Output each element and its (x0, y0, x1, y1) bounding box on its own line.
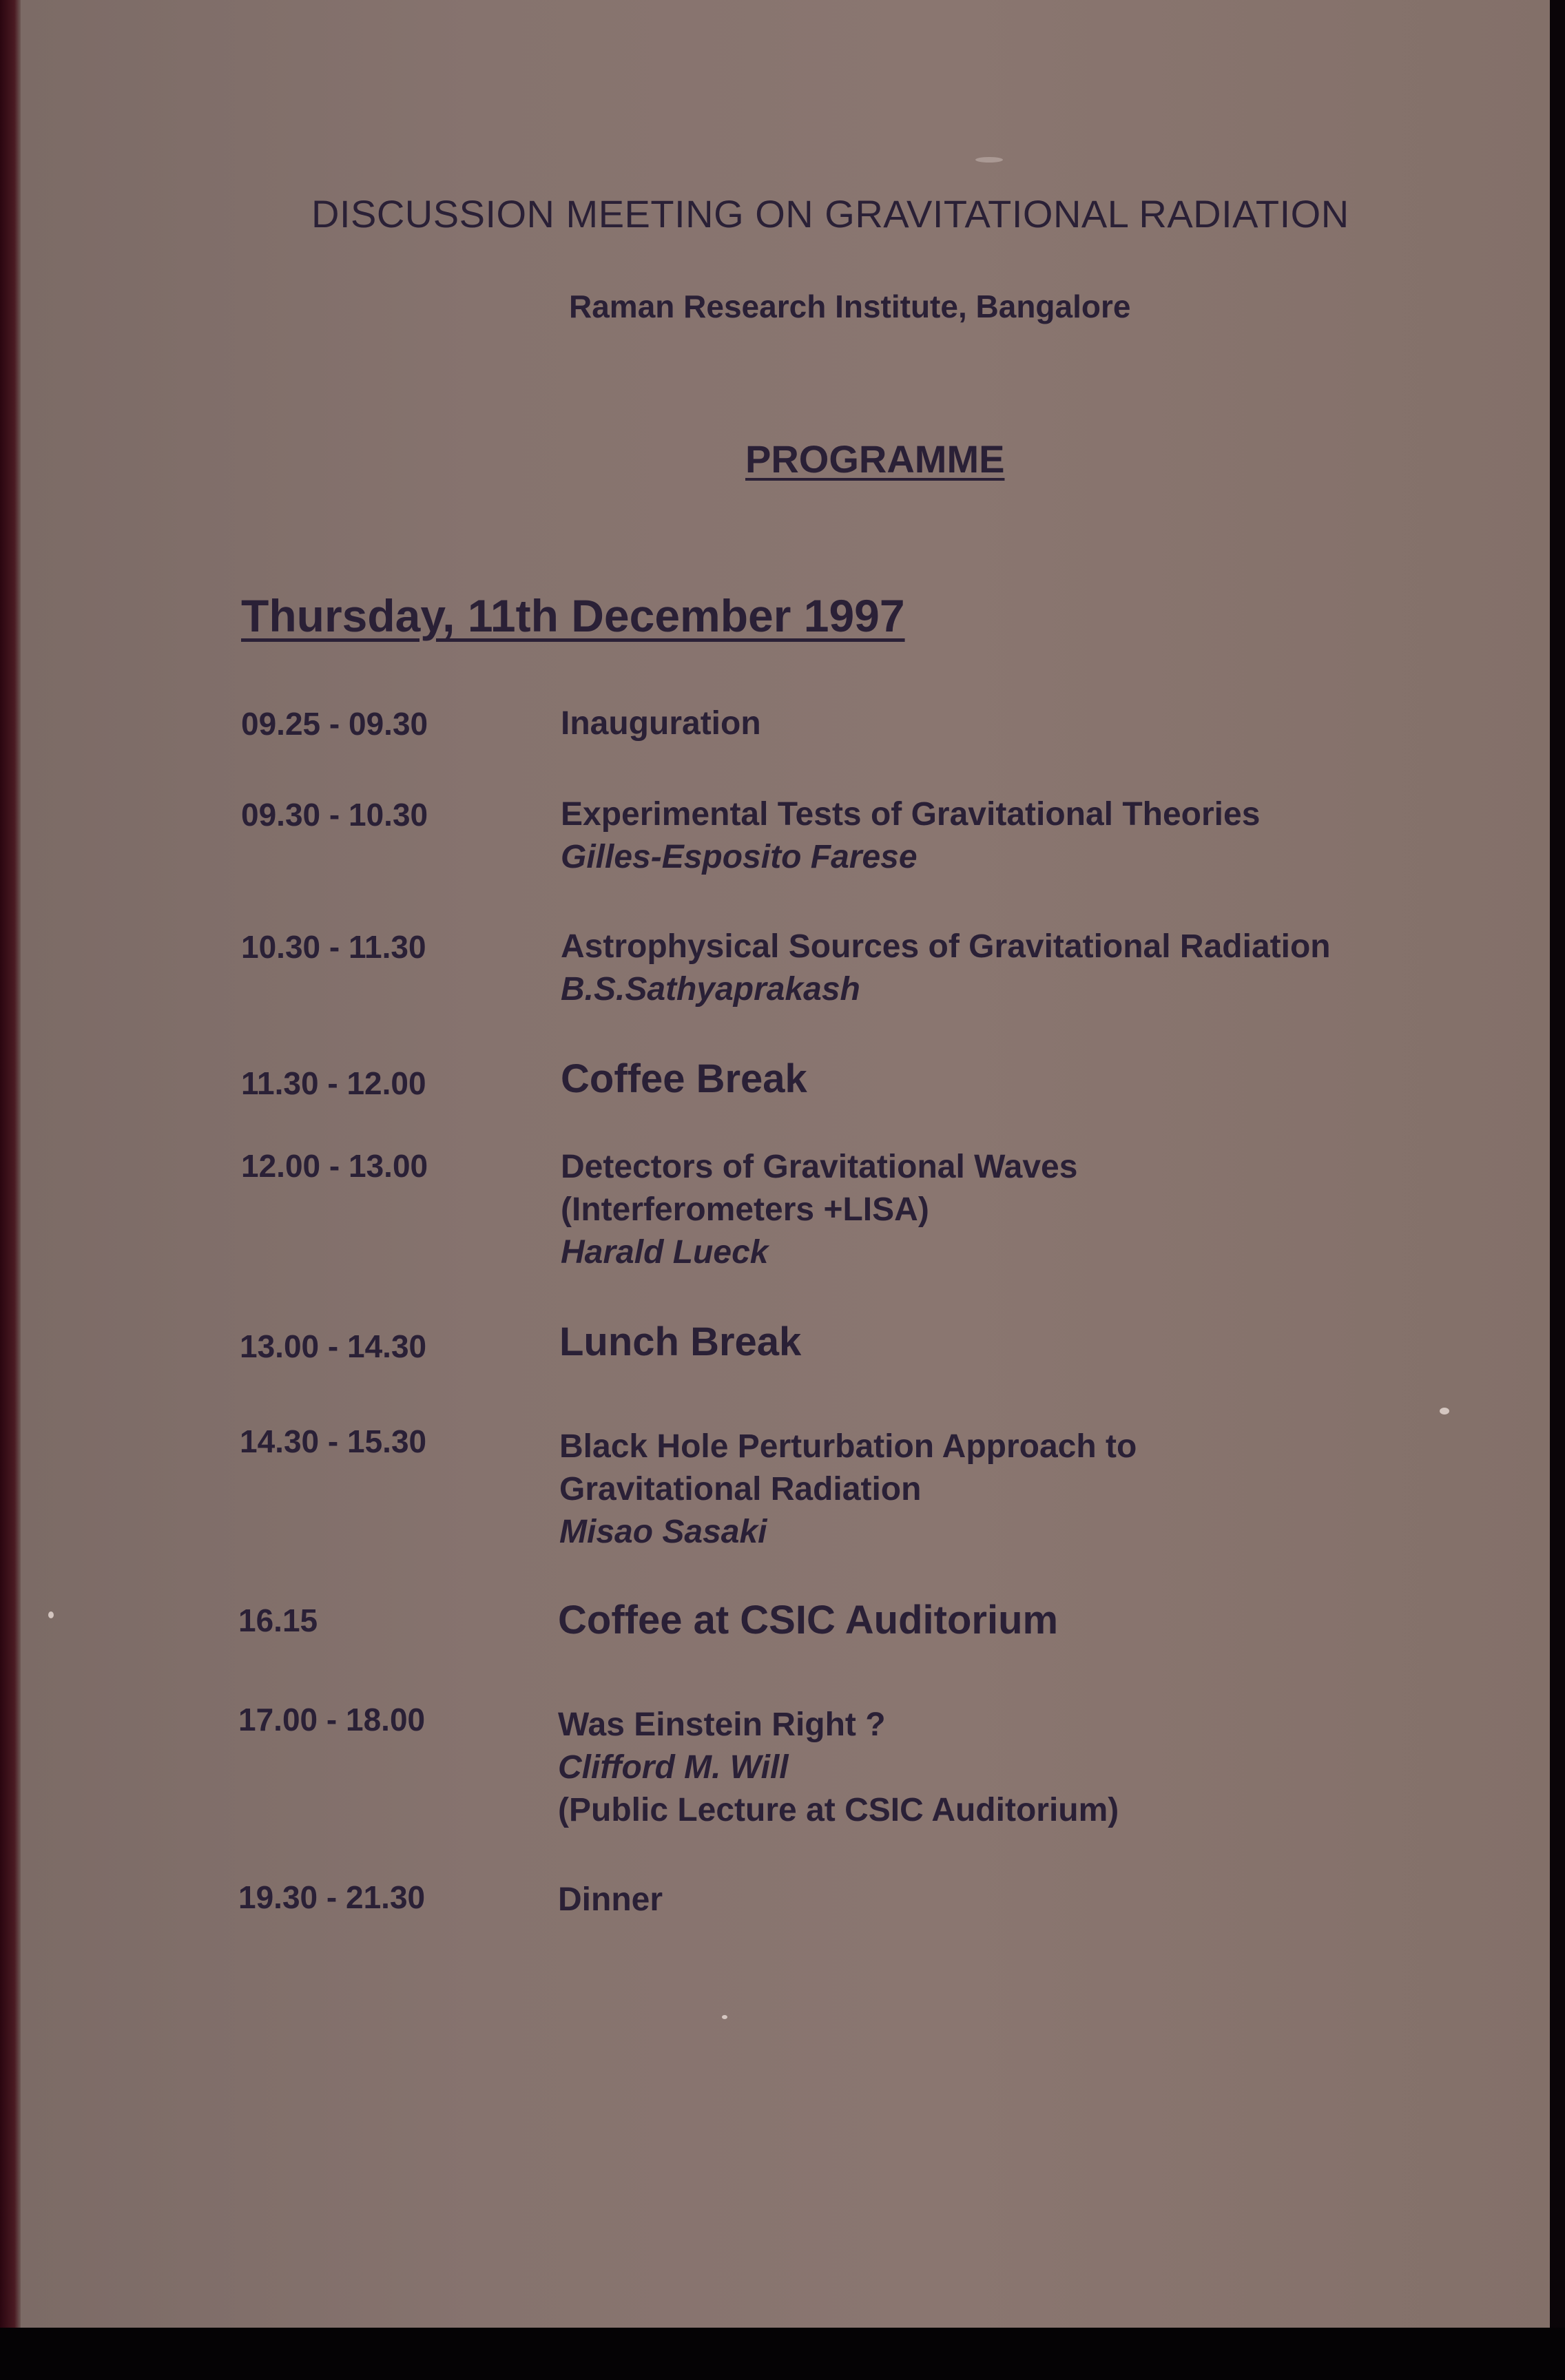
session-title: Coffee at CSIC Auditorium (558, 1598, 1059, 1642)
session-title: Astrophysical Sources of Gravitational Radiation (561, 928, 1331, 965)
session-title: Gravitational Radiation (559, 1471, 922, 1507)
schedule-item (561, 1058, 807, 1100)
session-note: (Public Lecture at CSIC Auditorium) (558, 1792, 1119, 1828)
schedule-time: 09.25 - 09.30 (241, 706, 428, 742)
speaker-name: Harald Lueck (561, 1234, 769, 1271)
film-edge-right (1550, 0, 1565, 2380)
session-title: Experimental Tests of Gravitational Theories (561, 796, 1261, 833)
schedule-item (558, 1879, 663, 1921)
document-title: DISCUSSION MEETING ON GRAVITATIONAL RADIATION (311, 192, 1349, 236)
speaker-name: Clifford M. Will (558, 1749, 789, 1786)
dust-speck (48, 1611, 54, 1618)
schedule-item (558, 1599, 1058, 1642)
dust-speck (1440, 1408, 1449, 1415)
schedule-time: 17.00 - 18.00 (238, 1702, 426, 1737)
schedule-item (561, 793, 1260, 879)
schedule-item (561, 702, 761, 745)
speaker-name: B.S.Sathyaprakash (561, 971, 860, 1008)
schedule-item (559, 1426, 1137, 1554)
film-edge-left (0, 0, 21, 2328)
session-title: (Interferometers +LISA) (561, 1191, 929, 1228)
schedule-time: 11.30 - 12.00 (241, 1065, 426, 1101)
schedule-time: 19.30 - 21.30 (238, 1879, 426, 1915)
programme-heading: PROGRAMME (745, 437, 1005, 481)
schedule-item (558, 1704, 1119, 1832)
schedule-time: 14.30 - 15.30 (240, 1423, 427, 1459)
session-title: Detectors of Gravitational Waves (561, 1149, 1078, 1185)
session-title: Lunch Break (559, 1319, 802, 1364)
schedule-time: 16.15 (238, 1603, 318, 1638)
schedule-item (561, 1146, 1077, 1274)
film-edge-bottom (0, 2328, 1565, 2380)
session-title: Dinner (558, 1881, 663, 1918)
schedule-item (559, 1321, 801, 1364)
schedule-time: 10.30 - 11.30 (241, 929, 426, 965)
schedule-time: 12.00 - 13.00 (241, 1148, 428, 1184)
institute-name: Raman Research Institute, Bangalore (569, 289, 1131, 324)
session-title: Black Hole Perturbation Approach to (559, 1428, 1137, 1465)
dust-speck (975, 157, 1003, 163)
schedule-time: 13.00 - 14.30 (240, 1328, 427, 1364)
session-title: Coffee Break (561, 1056, 807, 1101)
schedule-item (561, 926, 1331, 1011)
schedule-time: 09.30 - 10.30 (241, 797, 428, 833)
speaker-name: Misao Sasaki (559, 1514, 767, 1550)
speaker-name: Gilles-Esposito Farese (561, 839, 918, 875)
dust-speck (722, 2015, 727, 2019)
session-title: Was Einstein Right ? (558, 1706, 886, 1743)
day-heading: Thursday, 11th December 1997 (241, 590, 905, 641)
session-title: Inauguration (561, 705, 761, 742)
